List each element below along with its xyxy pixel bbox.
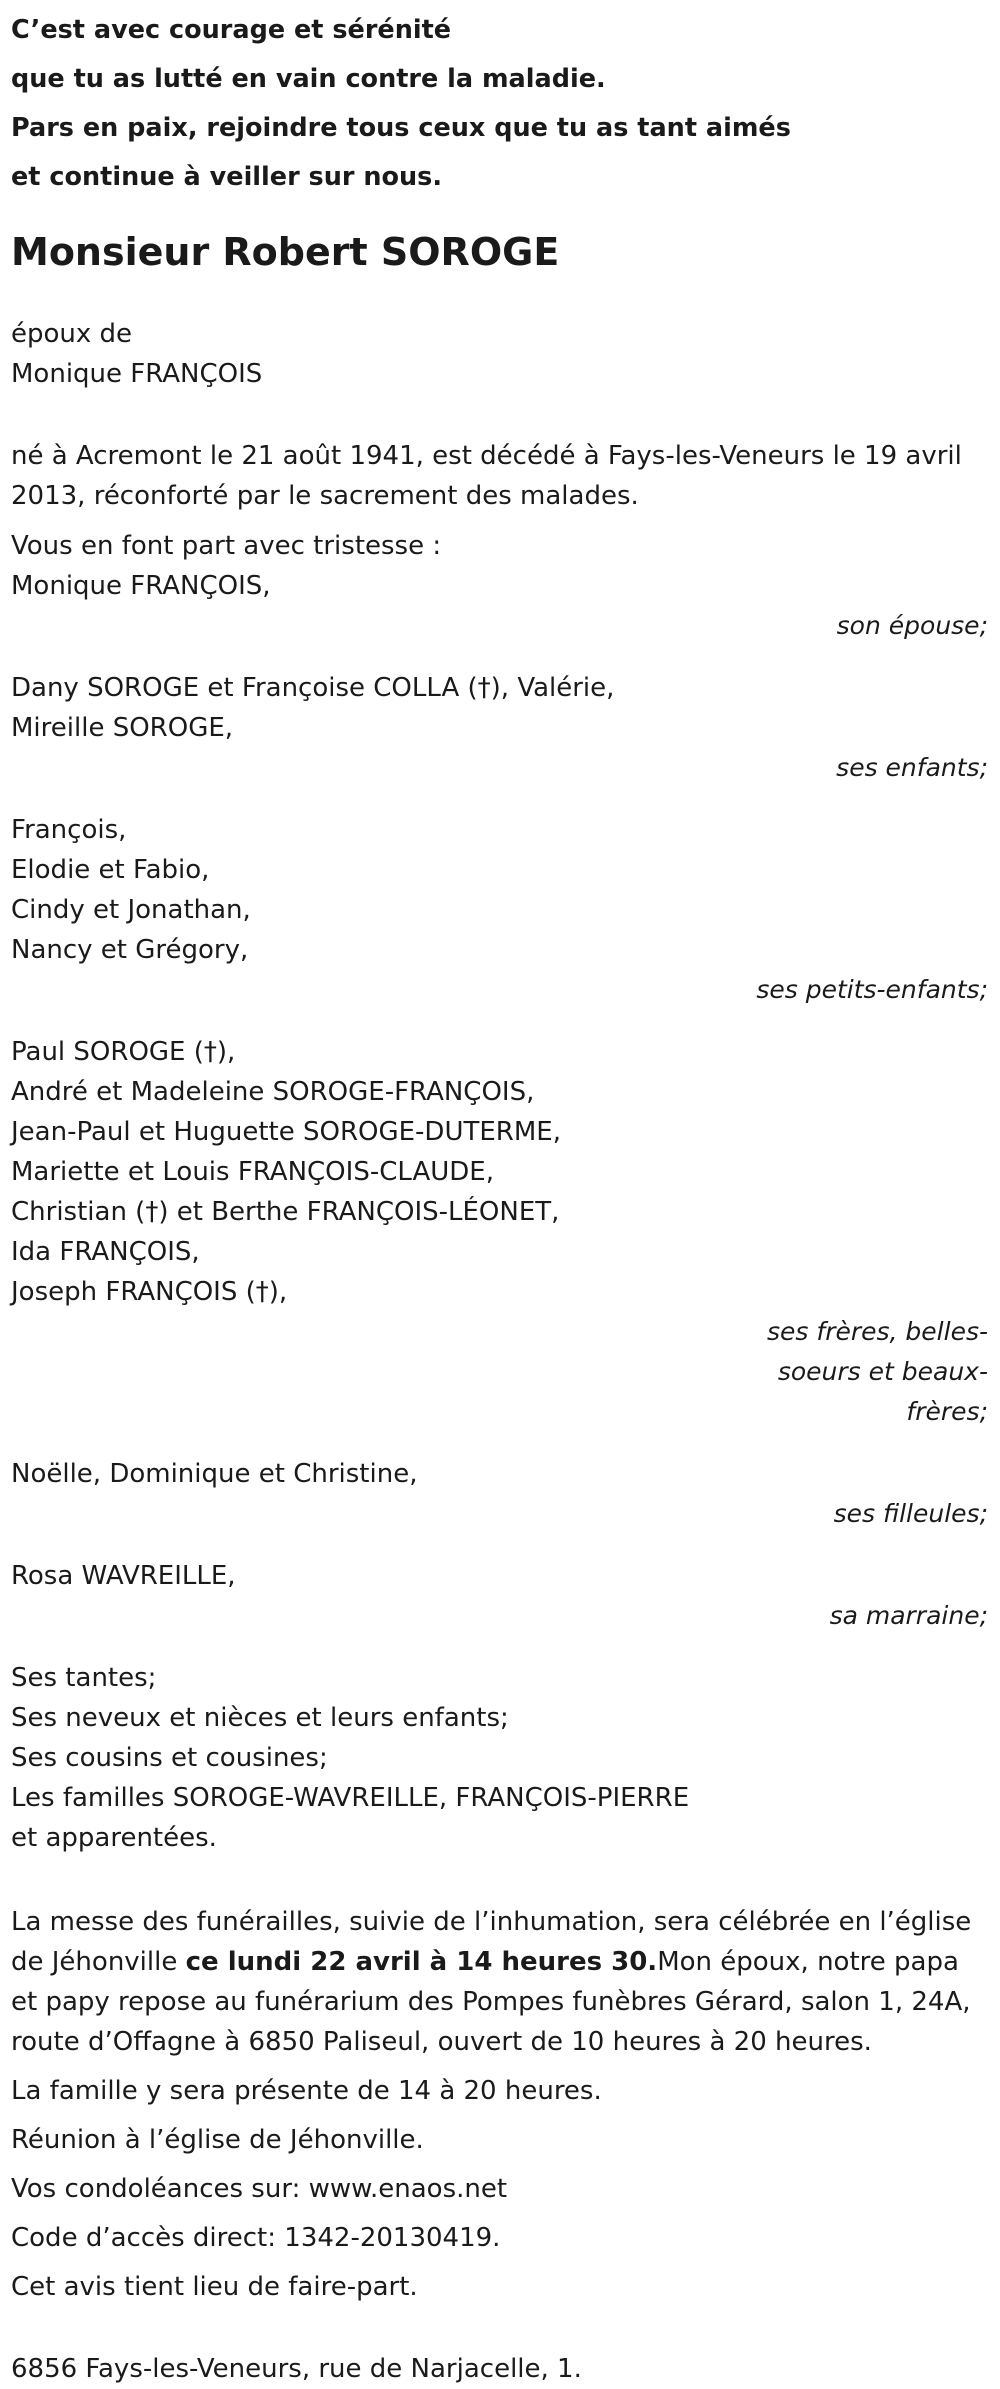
family-role: ses enfants; [836, 753, 988, 782]
family-member: Joseph FRANÇOIS (†), [11, 1277, 288, 1307]
info-line: Code d’accès direct: 1342-20130419. [11, 2223, 501, 2253]
announcement-intro: Vous en font part avec tristesse : [11, 531, 442, 561]
family-group-siblings [11, 1032, 988, 1432]
family-role: ses frères, belles-soeurs et beaux-frères; [767, 1317, 988, 1426]
verse-line: Pars en paix, rejoindre tous ceux que tu as tant aimés [11, 113, 791, 143]
verse [11, 6, 988, 202]
family-member: François, [11, 815, 127, 845]
funeral-text: La messe des funérailles, suivie de l’inhumation, sera célébrée en l’église de Jéhonville [11, 1907, 972, 1977]
family-group-children [11, 668, 988, 788]
family-member: Mariette et Louis FRANÇOIS-CLAUDE, [11, 1157, 494, 1187]
other-relatives-line: Ses neveux et nièces et leurs enfants; [11, 1703, 509, 1733]
other-relatives [11, 1658, 988, 1858]
funeral-text: Mon époux, notre papa et papy repose au funérarium des Pompes funèbres Gérard, salon 1, 24A, route d’Offagne à 6850 Paliseul, ouvert de 10 heures à 20 heures. [11, 1947, 971, 2057]
family-member: Christian (†) et Berthe FRANÇOIS-LÉONET, [11, 1197, 560, 1227]
info-line: La famille y sera présente de 14 à 20 heures. [11, 2076, 602, 2106]
deceased-name: Monsieur Robert SOROGE [11, 230, 560, 274]
funeral-details [11, 1902, 988, 2062]
other-relatives-line: Les familles SOROGE-WAVREILLE, FRANÇOIS-PIERRE [11, 1783, 690, 1813]
family-member: Cindy et Jonathan, [11, 895, 251, 925]
info-line: Vos condoléances sur: www.enaos.net [11, 2174, 508, 2204]
spouse-name: Monique FRANÇOIS [11, 359, 263, 389]
family-member: Paul SOROGE (†), [11, 1037, 236, 1067]
birth-death-text: né à Acremont le 21 août 1941, est décédé à Fays-les-Veneurs le 19 avril 2013, réconforté par le sacrement des malades. [11, 441, 962, 511]
verse-line: C’est avec courage et sérénité [11, 15, 452, 45]
family-group-grandchildren [11, 810, 988, 1010]
family-member: Rosa WAVREILLE, [11, 1561, 236, 1591]
family-role: son épouse; [836, 611, 988, 640]
family-member: Nancy et Grégory, [11, 935, 249, 965]
family-member: Jean-Paul et Huguette SOROGE-DUTERME, [11, 1117, 561, 1147]
family-role: ses petits-enfants; [756, 975, 988, 1004]
family-address: 6856 Fays-les-Veneurs, rue de Narjacelle, 1. [11, 2354, 582, 2384]
spouse-block [11, 314, 988, 394]
family-group-godmother [11, 1556, 988, 1636]
family-member: Mireille SOROGE, [11, 713, 234, 743]
family-role: sa marraine; [829, 1601, 988, 1630]
verse-line: que tu as lutté en vain contre la maladie. [11, 64, 606, 94]
family-member: Elodie et Fabio, [11, 855, 210, 885]
info-line: Réunion à l’église de Jéhonville. [11, 2125, 424, 2155]
other-relatives-line: et apparentées. [11, 1823, 217, 1853]
family-member: André et Madeleine SOROGE-FRANÇOIS, [11, 1077, 535, 1107]
family-member: Monique FRANÇOIS, [11, 571, 271, 601]
info-line: Cet avis tient lieu de faire-part. [11, 2272, 418, 2302]
family-role: ses filleules; [833, 1499, 988, 1528]
family-group-goddaughters [11, 1454, 988, 1534]
family-member: Ida FRANÇOIS, [11, 1237, 200, 1267]
other-relatives-line: Ses tantes; [11, 1663, 157, 1693]
family-member: Dany SOROGE et Françoise COLLA (†), Valérie, [11, 673, 615, 703]
family-member: Noëlle, Dominique et Christine, [11, 1459, 418, 1489]
family-group-spouse [11, 566, 988, 646]
other-relatives-line: Ses cousins et cousines; [11, 1743, 328, 1773]
spouse-label: époux de [11, 319, 133, 349]
verse-line: et continue à veiller sur nous. [11, 162, 443, 192]
funeral-date-time: ce lundi 22 avril à 14 heures 30. [185, 1947, 658, 1977]
